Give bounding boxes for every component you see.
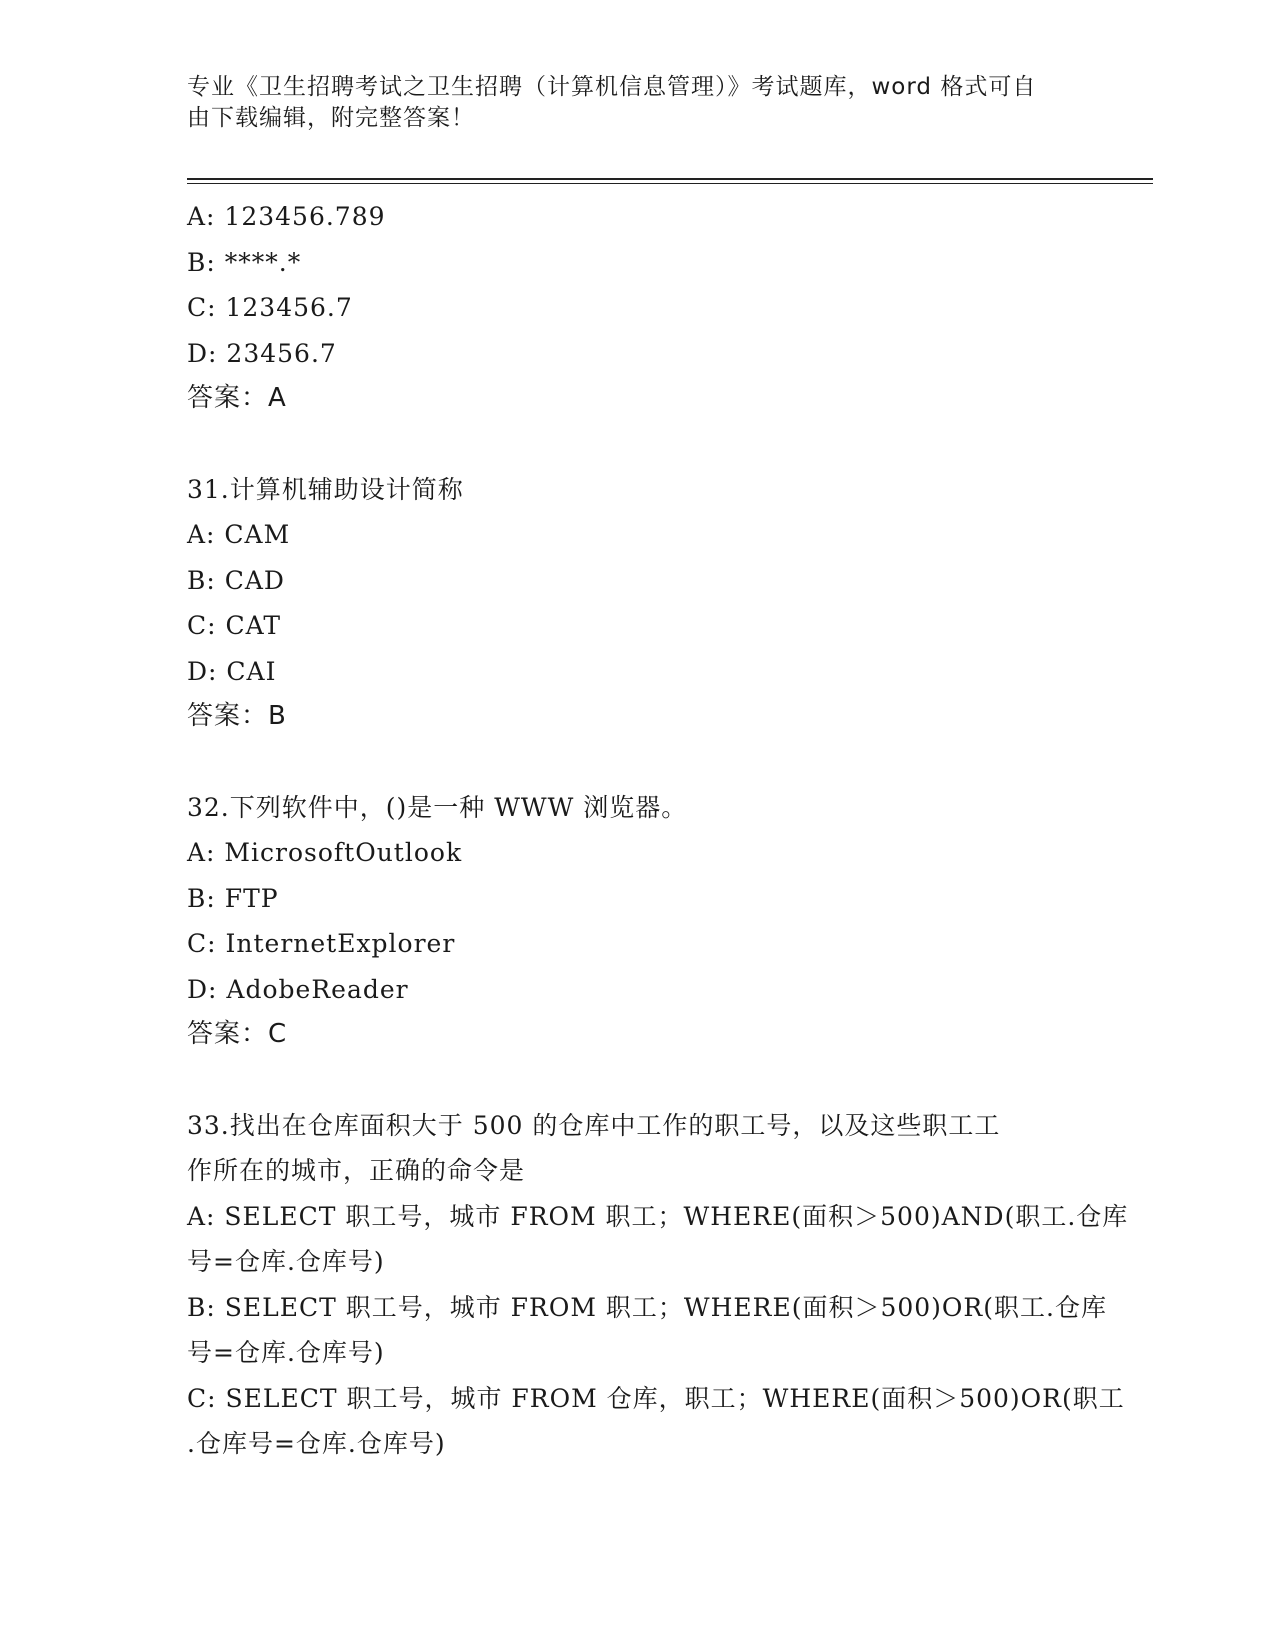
question-stem: 31.计算机辅助设计简称 bbox=[187, 474, 464, 504]
option-c-line-2: .仓库号=仓库.仓库号) bbox=[187, 1429, 446, 1458]
header-line-1: 专业《卫生招聘考试之卫生招聘（计算机信息管理）》考试题库，word 格式可自 bbox=[187, 74, 1037, 100]
spacer bbox=[187, 1058, 1087, 1103]
option-b-line-1: B: SELECT 职工号，城市 FROM 职工；WHERE(面积＞500)OR(职工.仓库 bbox=[187, 1292, 1107, 1322]
document-header bbox=[187, 72, 1067, 134]
answer-line: 答案：A bbox=[187, 383, 287, 413]
option-c: C: CAT bbox=[187, 611, 281, 640]
question-31-block bbox=[187, 467, 1087, 740]
question-content bbox=[187, 194, 1129, 1467]
option-b: B: ****.* bbox=[187, 247, 302, 277]
option-b: B: CAD bbox=[187, 565, 285, 595]
header-line-2: 由下载编辑，附完整答案！ bbox=[187, 105, 475, 131]
header-rule-thick bbox=[187, 178, 1153, 180]
option-a: A: CAM bbox=[187, 520, 291, 549]
option-b-line-2: 号=仓库.仓库号) bbox=[187, 1338, 385, 1367]
option-a: A: MicrosoftOutlook bbox=[187, 838, 463, 867]
header-rule-thin bbox=[187, 183, 1153, 184]
option-d: D: AdobeReader bbox=[187, 974, 409, 1004]
option-d: D: 23456.7 bbox=[187, 338, 337, 368]
question-stem-line-1: 33.找出在仓库面积大于 500 的仓库中工作的职工号，以及这些职工工 bbox=[187, 1110, 1001, 1140]
option-b: B: FTP bbox=[187, 883, 279, 913]
option-c-line-1: C: SELECT 职工号，城市 FROM 仓库，职工；WHERE(面积＞500)OR(职工 bbox=[187, 1383, 1125, 1413]
spacer bbox=[187, 422, 1087, 467]
option-a-line-1: A: SELECT 职工号，城市 FROM 职工；WHERE(面积＞500)AND(职工.仓库 bbox=[187, 1201, 1129, 1231]
question-stem: 32.下列软件中，()是一种 WWW 浏览器。 bbox=[187, 792, 688, 822]
option-c: C: InternetExplorer bbox=[187, 929, 456, 958]
option-d: D: CAI bbox=[187, 656, 277, 686]
answer-line: 答案：C bbox=[187, 1019, 288, 1049]
option-a-line-2: 号=仓库.仓库号) bbox=[187, 1247, 385, 1276]
question-stem-line-2: 作所在的城市，正确的命令是 bbox=[187, 1156, 526, 1185]
question-32-block bbox=[187, 785, 1087, 1058]
prev-question-block bbox=[187, 194, 1087, 422]
question-33-block bbox=[187, 1103, 1129, 1467]
option-a: A: 123456.789 bbox=[187, 202, 386, 231]
spacer bbox=[187, 740, 1087, 785]
option-c: C: 123456.7 bbox=[187, 293, 353, 322]
answer-line: 答案：B bbox=[187, 701, 287, 731]
